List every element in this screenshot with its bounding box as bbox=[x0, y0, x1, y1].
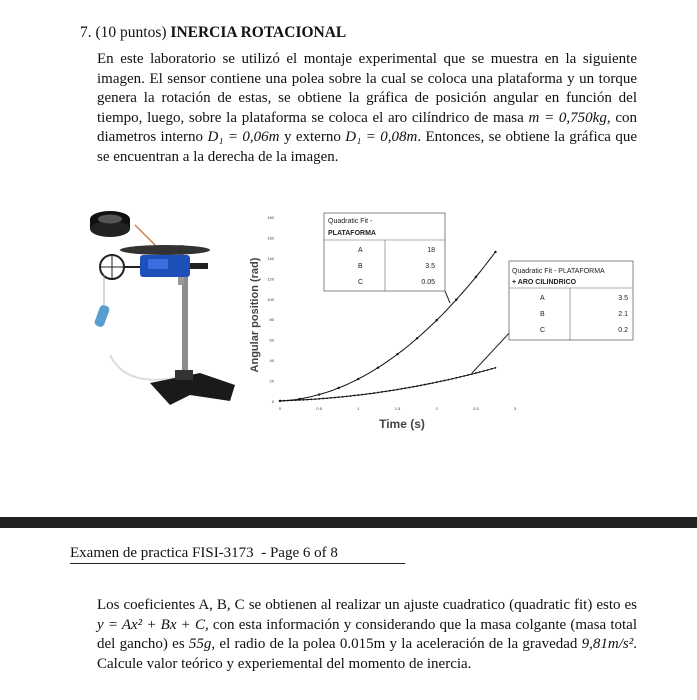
lab-figure bbox=[80, 205, 640, 440]
data-point bbox=[463, 375, 465, 377]
mass-equation: m = 0,750kg bbox=[528, 109, 607, 126]
paragraph-text: , con diametros interno bbox=[97, 109, 637, 146]
data-point bbox=[381, 391, 383, 393]
data-point bbox=[479, 371, 481, 373]
data-point bbox=[424, 384, 426, 386]
data-point bbox=[483, 370, 485, 372]
data-point bbox=[428, 383, 430, 385]
data-point bbox=[436, 381, 438, 383]
paragraph-text: y externo bbox=[279, 129, 346, 146]
data-point bbox=[287, 400, 289, 402]
course-name: Examen de practica FISI-3173 bbox=[70, 545, 254, 561]
data-point bbox=[448, 379, 450, 381]
y-tick-label: 80 bbox=[269, 317, 274, 323]
data-point bbox=[396, 353, 398, 355]
paragraph-text: , con esta información y considerando que la masa colgante (masa total del gancho) es bbox=[97, 616, 637, 653]
fit-coef-label: A bbox=[540, 295, 545, 302]
question-number: 7. bbox=[80, 24, 92, 41]
fit-coef-label: B bbox=[358, 263, 363, 270]
x-tick-label: 0.5 bbox=[316, 406, 322, 411]
data-point bbox=[440, 380, 442, 382]
fit-coef-label: A bbox=[358, 247, 363, 254]
data-point bbox=[357, 394, 359, 396]
data-point bbox=[350, 395, 352, 397]
data-point bbox=[495, 367, 497, 369]
data-point bbox=[303, 399, 305, 401]
data-point bbox=[408, 387, 410, 389]
fit-coef-label: B bbox=[540, 311, 545, 318]
data-point bbox=[318, 398, 320, 400]
data-point bbox=[420, 384, 422, 386]
data-point bbox=[310, 398, 312, 400]
data-point bbox=[365, 393, 367, 395]
question-title: INERCIA ROTACIONAL bbox=[170, 24, 347, 41]
data-point bbox=[412, 386, 414, 388]
y-tick-label: 160 bbox=[267, 235, 274, 241]
data-point bbox=[455, 299, 457, 301]
x-tick-label: 2 bbox=[435, 406, 438, 411]
fit-coef-value: 3.5 bbox=[618, 295, 628, 302]
x-tick-label: 1.5 bbox=[394, 406, 401, 411]
data-point bbox=[342, 396, 344, 398]
fit-box-plataforma-aro bbox=[509, 261, 633, 340]
paragraph-text: . Calcule valor teórico y experiemental del momento de inercia. bbox=[97, 636, 637, 672]
data-point bbox=[416, 385, 418, 387]
apparatus-illustration bbox=[90, 211, 235, 405]
paragraph-text: . Entonces, se obtiene la gráfica que se encuentran a la derecha de la imagen. bbox=[97, 129, 637, 165]
data-point bbox=[435, 319, 437, 321]
y-axis-ticks bbox=[267, 215, 274, 404]
y-tick-label: 120 bbox=[267, 276, 274, 282]
y-tick-label: 60 bbox=[269, 337, 274, 343]
data-point bbox=[487, 369, 489, 371]
data-point bbox=[330, 397, 332, 399]
data-point bbox=[416, 337, 418, 339]
data-point bbox=[475, 372, 477, 374]
inner-diameter-equation: D₁ = 0,06m bbox=[207, 129, 280, 146]
x-axis-ticks bbox=[279, 406, 517, 411]
question-heading bbox=[80, 24, 346, 42]
data-point bbox=[291, 399, 293, 401]
fit-coef-label: C bbox=[358, 279, 364, 286]
data-point bbox=[279, 400, 281, 402]
fit-box-title: PLATAFORMA bbox=[328, 230, 376, 237]
data-point bbox=[404, 387, 406, 389]
data-point bbox=[299, 399, 301, 401]
gravity-value: 9,81m/s² bbox=[581, 636, 634, 653]
data-point bbox=[338, 396, 340, 398]
data-point bbox=[357, 378, 359, 380]
fit-box-plataforma bbox=[324, 213, 445, 291]
data-point bbox=[393, 389, 395, 391]
y-axis-label: Angular position (rad) bbox=[249, 257, 261, 373]
fit-coef-value: 0.05 bbox=[421, 279, 435, 286]
data-point bbox=[283, 400, 285, 402]
footer-rule bbox=[70, 563, 405, 564]
data-point bbox=[475, 276, 477, 278]
fit-coef-label: C bbox=[540, 327, 546, 334]
paragraph-text: , el radio de la polea 0.015m y la aceleración de la gravedad bbox=[211, 636, 582, 653]
data-point bbox=[385, 390, 387, 392]
fit-box-title: Quadratic Fit - bbox=[328, 218, 373, 225]
fit-coef-value: 18 bbox=[427, 247, 435, 254]
footer-separator: - bbox=[253, 545, 270, 561]
data-point bbox=[318, 393, 320, 395]
quadratic-equation: y = Ax² + Bx + C bbox=[97, 616, 205, 633]
data-point bbox=[455, 377, 457, 379]
figure-svg bbox=[80, 205, 640, 440]
data-point bbox=[432, 382, 434, 384]
data-point bbox=[314, 398, 316, 400]
y-tick-label: 180 bbox=[267, 215, 274, 220]
paragraph-text: Los coeficientes A, B, C se obtienen al realizar un ajuste cuadratico (quadratic fit) esto es bbox=[97, 597, 637, 613]
x-tick-label: 3 bbox=[513, 406, 517, 411]
data-point bbox=[322, 398, 324, 400]
page-footer bbox=[70, 545, 338, 562]
fit-box-title: + ARO CILINDRICO bbox=[512, 279, 577, 286]
data-point bbox=[377, 392, 379, 394]
data-point bbox=[338, 387, 340, 389]
data-point bbox=[373, 392, 375, 394]
data-point bbox=[397, 389, 399, 391]
data-point bbox=[346, 395, 348, 397]
page-divider bbox=[0, 517, 697, 528]
fit-coef-value: 0.2 bbox=[618, 327, 628, 334]
data-point bbox=[326, 397, 328, 399]
y-tick-label: 140 bbox=[267, 255, 274, 261]
data-point bbox=[334, 397, 336, 399]
x-tick-label: 2.5 bbox=[473, 406, 479, 411]
data-point bbox=[369, 393, 371, 395]
question-continuation bbox=[97, 596, 637, 674]
fit-coef-value: 3.5 bbox=[425, 263, 435, 270]
data-point bbox=[451, 378, 453, 380]
question-points: (10 puntos) bbox=[95, 24, 167, 41]
data-point bbox=[491, 368, 493, 370]
data-point bbox=[471, 373, 473, 375]
data-point bbox=[295, 399, 297, 401]
angular-position-chart bbox=[249, 213, 633, 431]
fit-coef-value: 2.1 bbox=[618, 311, 628, 318]
data-point bbox=[361, 394, 363, 396]
data-point bbox=[459, 376, 461, 378]
y-tick-label: 40 bbox=[269, 358, 274, 364]
fit-box-title: Quadratic Fit - PLATAFORMA bbox=[512, 268, 605, 275]
data-point bbox=[494, 251, 496, 253]
data-point bbox=[377, 367, 379, 369]
data-point bbox=[467, 374, 469, 376]
data-point bbox=[401, 388, 403, 390]
x-tick-label: 1 bbox=[357, 406, 360, 411]
data-point bbox=[307, 399, 309, 401]
x-tick-label: 0 bbox=[278, 406, 282, 411]
outer-diameter-equation: D₁ = 0,08m bbox=[345, 129, 418, 146]
page-number: Page 6 of 8 bbox=[269, 545, 338, 561]
y-tick-label: 100 bbox=[267, 296, 274, 302]
x-axis-label: Time (s) bbox=[379, 417, 425, 431]
paragraph-text: En este laboratorio se utilizó el montaje experimental que se muestra en la siguiente imagen. El sensor contiene una polea sobre la cual se coloca una plataforma y un torque genera la rotación de estas, se obtiene la gráfica de posición angular en función del tiempo, luego, sobre la plataforma se coloca el aro cilíndrico de masa bbox=[97, 51, 637, 126]
data-point bbox=[389, 390, 391, 392]
hanging-mass: 55g bbox=[188, 636, 212, 653]
y-tick-label: 0 bbox=[271, 399, 274, 404]
question-paragraph bbox=[97, 50, 637, 168]
data-point bbox=[354, 395, 356, 397]
y-tick-label: 20 bbox=[269, 378, 274, 384]
data-point bbox=[444, 380, 446, 382]
